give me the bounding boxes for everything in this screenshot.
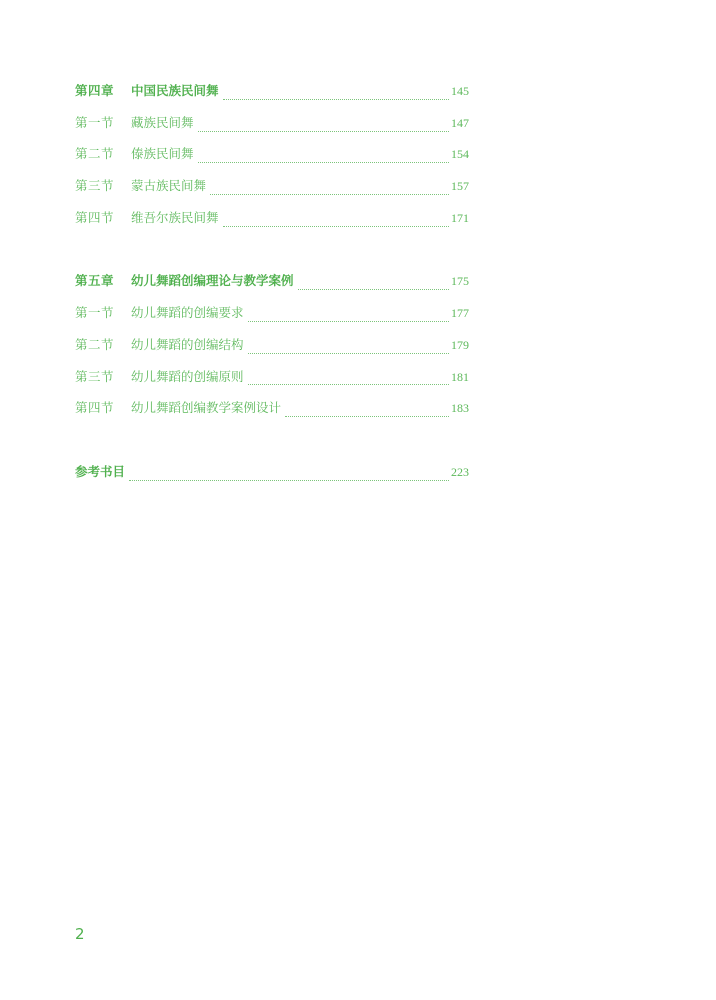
dot-leader (248, 383, 449, 385)
section-title: 幼儿舞蹈的创编结构 (131, 336, 244, 352)
dot-leader (298, 288, 449, 290)
toc-entry-section[interactable] (75, 209, 469, 241)
section-title: 蒙古族民间舞 (131, 178, 207, 194)
chapter-number: 第四章 (75, 83, 115, 98)
section-title: 幼儿舞蹈的创编要求 (131, 305, 244, 321)
dot-leader (198, 161, 449, 163)
chapter-5-group (75, 272, 469, 430)
page-number: 179 (451, 337, 469, 352)
page-number: 154 (451, 147, 469, 162)
dot-leader (223, 98, 449, 100)
toc-entry-section[interactable] (75, 399, 469, 431)
section-title: 维吾尔族民间舞 (131, 209, 219, 225)
section-title: 傣族民间舞 (131, 146, 194, 162)
section-title: 幼儿舞蹈创编教学案例设计 (131, 400, 282, 416)
page-number: 145 (451, 84, 469, 98)
dot-leader (198, 130, 449, 132)
section-number: 第二节 (75, 336, 115, 352)
page-number: 223 (451, 464, 469, 479)
dot-leader (285, 415, 449, 417)
section-number: 第一节 (75, 305, 115, 321)
toc-entry-chapter-4[interactable] (75, 82, 469, 114)
section-title: 幼儿舞蹈的创编原则 (131, 368, 244, 384)
toc-entry-bibliography[interactable] (75, 463, 469, 495)
toc-entry-section[interactable] (75, 368, 469, 400)
bibliography-group (75, 463, 469, 495)
section-number: 第一节 (75, 114, 115, 130)
chapter-4-group (75, 82, 469, 240)
section-number: 第三节 (75, 368, 115, 384)
toc-entry-section[interactable] (75, 336, 469, 368)
toc-entry-section[interactable] (75, 145, 469, 177)
page-number: 147 (451, 115, 469, 130)
dot-leader (248, 320, 449, 322)
section-title: 藏族民间舞 (131, 114, 194, 130)
page-number: 157 (451, 179, 469, 194)
page-number: 181 (451, 369, 469, 384)
section-number: 第四节 (75, 209, 115, 225)
page-number: 175 (451, 274, 469, 289)
bibliography-title: 参考书目 (75, 463, 126, 479)
chapter-title: 幼儿舞蹈创编理论与教学案例 (131, 273, 294, 289)
section-number: 第二节 (75, 146, 115, 162)
toc-entry-chapter-5[interactable] (75, 272, 469, 304)
page-number: 171 (451, 210, 469, 225)
chapter-number: 第五章 (75, 273, 115, 289)
toc-entry-section[interactable] (75, 177, 469, 209)
dot-leader (129, 479, 449, 481)
page-number: 177 (451, 306, 469, 321)
toc-entry-section[interactable] (75, 304, 469, 336)
toc-entry-section[interactable] (75, 114, 469, 146)
section-number: 第四节 (75, 400, 115, 416)
section-number: 第三节 (75, 178, 115, 194)
dot-leader (248, 352, 449, 354)
dot-leader (223, 225, 449, 227)
chapter-title: 中国民族民间舞 (131, 83, 219, 98)
page-number: 183 (451, 401, 469, 416)
folio-page-number: 2 (75, 925, 85, 943)
table-of-contents (75, 82, 469, 495)
dot-leader (210, 193, 449, 195)
